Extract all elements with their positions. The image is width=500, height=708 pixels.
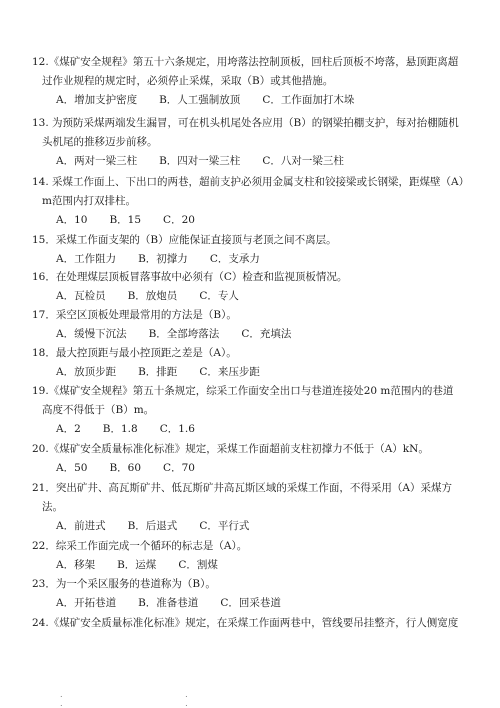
option-a: A．缓慢下沉法 xyxy=(56,328,127,340)
option-a: A．放顶步距 xyxy=(56,366,117,378)
option-c: C．割煤 xyxy=(178,559,218,571)
option-c: C．回采巷道 xyxy=(220,597,281,609)
option-c: C．充填法 xyxy=(241,328,292,340)
question-text-continued: 法。 xyxy=(42,501,63,513)
option-b: B．1.8 xyxy=(102,423,138,435)
question-23 xyxy=(32,575,472,613)
answer-options xyxy=(32,363,472,382)
option-a: A．增加支护密度 xyxy=(56,94,138,106)
question-16 xyxy=(32,268,472,306)
option-b: B．放炮员 xyxy=(127,290,178,302)
question-text-continued: 头机尾的推移迈步前移。 xyxy=(42,136,158,148)
option-a: A．移架 xyxy=(56,559,96,571)
option-c: C．1.6 xyxy=(159,423,195,435)
question-12 xyxy=(32,53,472,110)
question-text: 18．最大控顶距与最小控顶距之差是（A）。 xyxy=(32,347,237,359)
option-b: B．60 xyxy=(109,462,142,474)
question-text-continued: m范围内打双排柱。 xyxy=(42,195,136,207)
question-text: 19.《煤矿安全规程》第五十条规定，综采工作面安全出口与巷道连接处20 m范围内的巷道 xyxy=(32,385,454,397)
option-a: A．50 xyxy=(56,462,88,474)
answer-options xyxy=(32,211,472,230)
option-c: C．工作面加打木垛 xyxy=(262,94,355,106)
question-text: 22．综采工作面完成一个循环的标志是（A）。 xyxy=(32,540,248,552)
question-19 xyxy=(32,382,472,439)
option-c: C．八对一梁三柱 xyxy=(262,155,344,167)
question-text: 14. 采煤工作面上、下出口的两巷，超前支护必须用金属支柱和铰接梁或长钢梁，距煤壁（A） xyxy=(32,176,470,188)
question-18 xyxy=(32,344,472,382)
question-text: 17．采空区顶板处理最常用的方法是（B）。 xyxy=(32,309,237,321)
option-b: B．15 xyxy=(109,214,142,226)
option-b: B．人工强制放顶 xyxy=(159,94,241,106)
question-15 xyxy=(32,231,472,269)
option-c: C．20 xyxy=(163,214,195,226)
question-14 xyxy=(32,173,472,230)
option-c: C．平行式 xyxy=(199,520,250,532)
option-a: A．瓦检员 xyxy=(56,290,106,302)
question-text: 23．为一个采区服务的巷道称为（B）。 xyxy=(32,578,216,590)
question-text: 21．突出矿井、高瓦斯矿井、低瓦斯矿井高瓦斯区域的采煤工作面，不得采用（A）采煤方 xyxy=(32,482,452,494)
question-21 xyxy=(32,479,472,536)
option-c: C．专人 xyxy=(199,290,239,302)
option-b: B．初撑力 xyxy=(138,253,188,265)
question-text: 13. 为预防采煤两端发生漏冒，可在机头机尾处各应用（B）的钢梁拍棚支护，每对抬棚随机 xyxy=(32,117,459,129)
question-text: 12.《煤矿安全规程》第五十六条规定，用垮落法控制顶板，回柱后顶板不垮落，悬顶距离超 xyxy=(32,56,459,68)
question-text: 24.《煤矿安全质量标准化标准》规定，在采煤工作面两巷中，管线要吊挂整齐，行人侧宽度 xyxy=(32,617,459,629)
question-text: 20.《煤矿安全质量标准化标准》规定，采煤工作面超前支柱初撑力不低于（A）kN。 xyxy=(32,443,429,455)
answer-options xyxy=(32,459,472,478)
option-a: A．前进式 xyxy=(56,520,106,532)
option-b: B．后退式 xyxy=(127,520,178,532)
option-a: A．两对一梁三柱 xyxy=(56,155,138,167)
option-c: C．70 xyxy=(163,462,195,474)
option-a: A．工作阻力 xyxy=(56,253,117,265)
option-c: C．支承力 xyxy=(209,253,260,265)
option-b: B．排距 xyxy=(138,366,178,378)
option-a: A．2 xyxy=(56,423,81,435)
answer-options xyxy=(32,91,472,110)
answer-options xyxy=(32,325,472,344)
answer-options xyxy=(32,517,472,536)
answer-options xyxy=(32,152,472,171)
answer-options xyxy=(32,250,472,269)
answer-options xyxy=(32,287,472,306)
question-22 xyxy=(32,537,472,575)
question-text-continued: 高度不得低于（B）m。 xyxy=(42,404,155,416)
question-20 xyxy=(32,440,472,478)
option-c: C．来压步距 xyxy=(199,366,260,378)
option-a: A．开拓巷道 xyxy=(56,597,117,609)
option-b: B．准备巷道 xyxy=(138,597,199,609)
footer-dots: . . . . xyxy=(60,690,248,708)
question-24 xyxy=(32,614,472,633)
option-b: B．全部垮落法 xyxy=(148,328,220,340)
answer-options xyxy=(32,556,472,575)
question-text: 15．采煤工作面支架的（B）应能保证直接顶与老顶之间不离层。 xyxy=(32,234,337,246)
option-a: A．10 xyxy=(56,214,88,226)
option-b: B．四对一梁三柱 xyxy=(159,155,241,167)
question-text-continued: 过作业规程的规定时，必须停止采煤，采取（B）或其他措施。 xyxy=(42,75,334,87)
option-b: B．运煤 xyxy=(117,559,157,571)
answer-options xyxy=(32,420,472,439)
question-13 xyxy=(32,114,472,171)
question-text: 16．在处理煤层顶板冒落事故中必须有（C）检查和监视顶板情况。 xyxy=(32,271,348,283)
answer-options xyxy=(32,594,472,613)
question-17 xyxy=(32,306,472,344)
